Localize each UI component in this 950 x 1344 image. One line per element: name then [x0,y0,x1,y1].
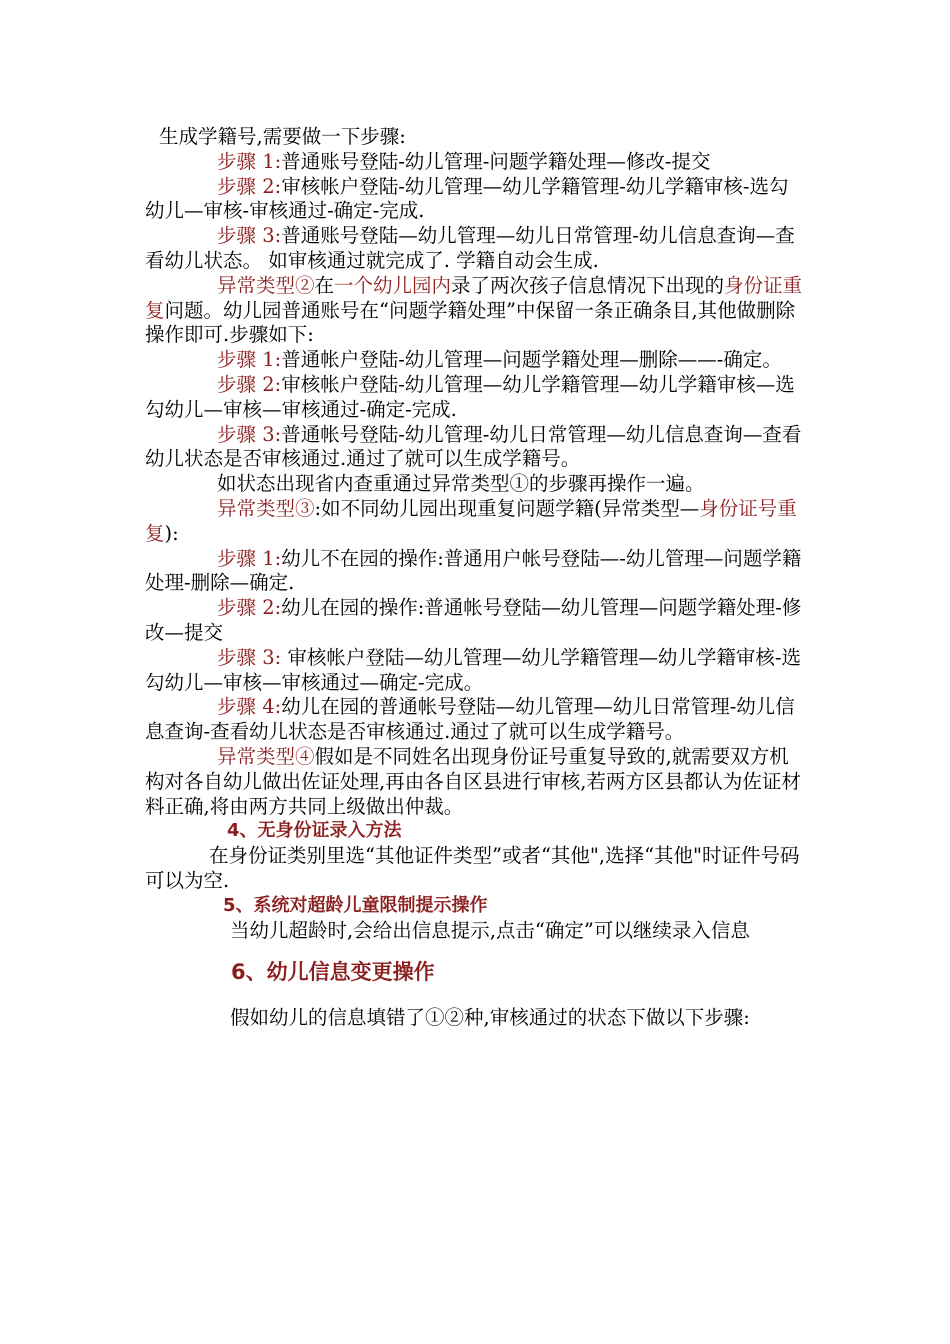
step-1 [145,547,807,597]
intro-paragraph: 生成学籍号,需要做一下步骤: [159,125,406,148]
step-text: 审核帐户登陆—幼儿管理—幼儿学籍管理—幼儿学籍审核-选勾幼儿—审核—审核通过—确定-完成。 [145,645,801,694]
section-4-text: 在身份证类别里选“其他证件类型”或者“其他",选择“其他"时证件号码可以为空. [145,844,800,892]
step-text: 幼儿不在园的操作:普通用户帐号登陆—-幼儿管理—问题学籍处理-删除—确定. [145,546,802,595]
text-span: 录了两次孩子信息情况下出现的 [451,273,725,297]
exception-type-4 [145,745,807,819]
step-3 [145,224,807,274]
step-text: 普通帐户登陆-幼儿管理—问题学籍处理—删除——-确定。 [281,348,782,372]
note-paragraph: 如状态出现省内查重通过异常类型①的步骤再操作一遍。 [217,472,705,496]
exception-label: 异常类型② [217,273,315,297]
section-6-text: 假如幼儿的信息填错了①②种,审核通过的状态下做以下步骤: [230,1006,750,1030]
text-span: 问题。幼儿园普通账号在“问题学籍处理”中保留一条正确条目,其他做删除操作即可.步骤如下: [145,298,796,347]
step-2 [145,596,807,646]
step-label: 步骤 2: [217,174,282,198]
exception-type-2 [145,274,807,348]
step-text: 幼儿在园的普通帐号登陆—幼儿管理—幼儿日常管理-幼儿信息查询-查看幼儿状态是否审核通过.通过了就可以生成学籍号。 [145,695,795,744]
section-heading-5: 5、系统对超龄儿童限制提示操作 [223,894,488,916]
step-4 [145,695,807,745]
exception-type-3 [145,497,807,547]
section-5-text: 当幼儿超龄时,会给出信息提示,点击“确定”可以继续录入信息 [230,918,750,942]
step-label: 步骤 2: [217,596,282,620]
step-label: 步骤 4: [217,695,282,719]
step-label: 步骤 2: [217,372,282,396]
step-1 [145,348,807,373]
step-3 [145,423,807,473]
text-span: ): [164,521,179,545]
step-text: 审核帐户登陆-幼儿管理—幼儿学籍管理-幼儿学籍审核-选勾幼儿—审核-审核通过-确定-完成. [145,174,789,223]
step-3 [145,646,807,696]
step-text: 普通账号登陆-幼儿管理-问题学籍处理—修改-提交 [281,149,711,173]
step-label: 步骤 1: [217,546,282,570]
section-heading-6: 6、幼儿信息变更操作 [231,960,435,985]
step-label: 步骤 3: [217,224,282,248]
text-span: 在 [314,273,335,297]
highlight-text: 身份证号重复 [145,496,797,545]
step-label: 步骤 1: [217,149,282,173]
text-span: 假如是不同姓名出现身份证号重复导致的,就需要双方机构对各自幼儿做出佐证处理,再由各自区县进行审核,若两方区县都认为佐证材料正确,将由两方共同上级做出仲裁。 [145,744,801,818]
step-text: 幼儿在园的操作:普通帐号登陆—幼儿管理—问题学籍处理-修改—提交 [145,596,802,644]
step-2 [145,175,807,225]
step-text: 审核帐户登陆-幼儿管理—幼儿学籍管理—幼儿学籍审核—选勾幼儿—审核—审核通过-确定-完成. [145,372,795,421]
document-page [145,125,807,1037]
section-heading-4: 4、无身份证录入方法 [227,820,402,842]
exception-label: 异常类型③ [217,496,315,520]
exception-label: 异常类型④ [217,744,315,768]
step-label: 步骤 3: [217,422,282,446]
step-2 [145,373,807,423]
step-label: 步骤 3: [217,645,282,669]
step-text: 普通账号登陆—幼儿管理—幼儿日常管理-幼儿信息查询—查看幼儿状态。 如审核通过就完成了. 学籍自动会生成. [145,224,795,272]
highlight-text: 一个幼儿园内 [334,273,452,297]
text-span: :如不同幼儿园出现重复问题学籍(异常类型— [314,496,700,520]
step-text: 普通帐号登陆-幼儿管理-幼儿日常管理—幼儿信息查询—查看幼儿状态是否审核通过.通过了就可以生成学籍号。 [145,422,802,471]
step-1 [145,150,807,175]
step-label: 步骤 1: [217,348,282,372]
highlight-text: 身份证重复 [145,273,803,322]
